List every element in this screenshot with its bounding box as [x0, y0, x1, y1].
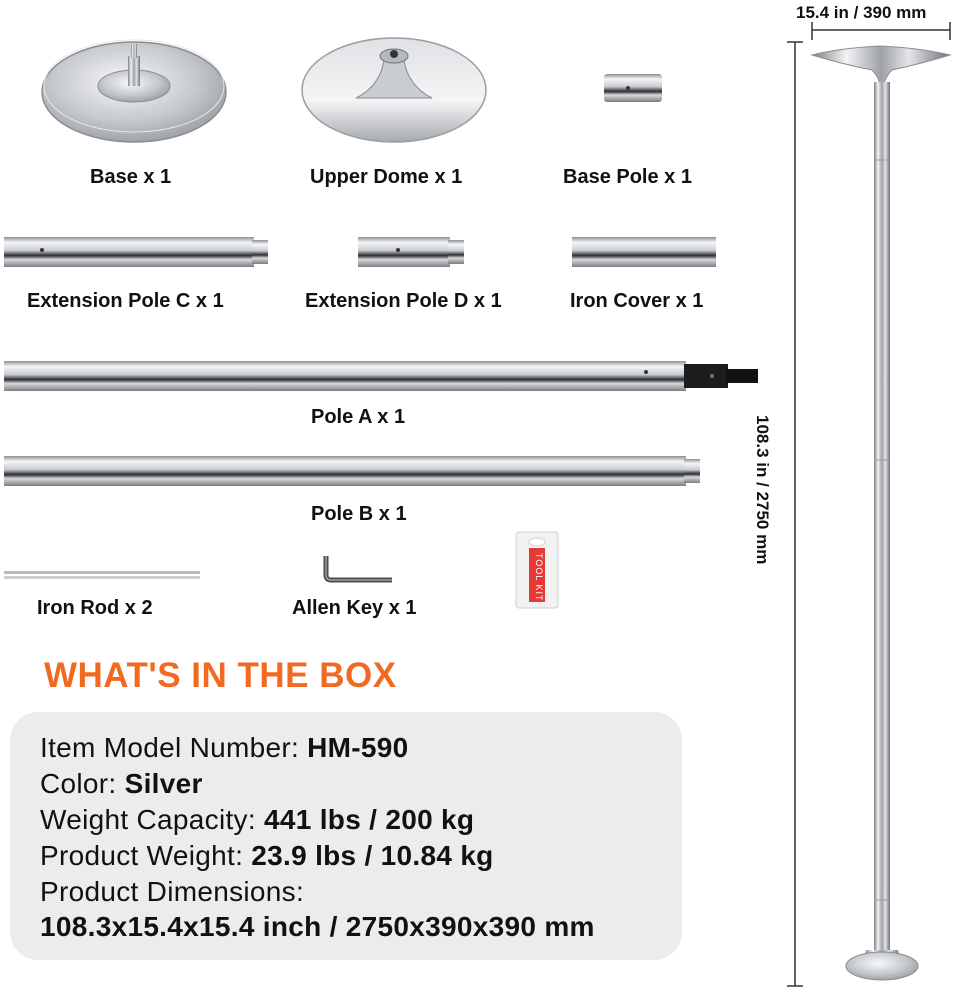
spec-model-label: Item Model Number: — [40, 732, 300, 763]
spec-color — [40, 768, 203, 800]
part-label-iron-cover: Iron Cover x 1 — [570, 290, 704, 312]
spec-weight-label: Product Weight: — [40, 840, 244, 871]
part-label-pole-a: Pole A x 1 — [311, 406, 406, 428]
iron-cover-icon — [572, 237, 716, 267]
extension-pole-c-icon — [4, 237, 268, 267]
part-label-base-pole: Base Pole x 1 — [563, 166, 692, 188]
specs-panel — [10, 712, 682, 960]
spec-dimensions-label: Product Dimensions: — [40, 876, 305, 907]
part-label-extension-pole-d: Extension Pole D x 1 — [305, 290, 502, 312]
section-title: WHAT'S IN THE BOX — [44, 656, 397, 695]
spec-weight-value: 23.9 lbs / 10.84 kg — [251, 840, 494, 871]
spec-capacity — [40, 804, 474, 836]
base-pole-icon — [604, 74, 662, 102]
part-label-base: Base x 1 — [90, 166, 172, 188]
pole-b-icon — [4, 456, 700, 486]
extension-pole-d-icon — [358, 237, 464, 267]
base-disc-icon — [42, 40, 226, 142]
assembled-pole-icon — [812, 46, 950, 980]
spec-model-value: HM-590 — [307, 732, 409, 763]
pole-a-icon — [4, 361, 758, 391]
spec-color-value: Silver — [124, 768, 203, 799]
part-label-extension-pole-c: Extension Pole C x 1 — [27, 290, 224, 312]
height-dimension-line — [787, 42, 803, 986]
height-dimension-label: 108.3 in / 2750 mm — [753, 415, 772, 565]
iron-rod-icon — [4, 571, 200, 579]
spec-weight — [40, 840, 494, 872]
spec-capacity-value: 441 lbs / 200 kg — [264, 804, 475, 835]
part-label-allen-key: Allen Key x 1 — [292, 597, 417, 619]
tool-kit-text: TOOL KIT — [534, 553, 544, 602]
spec-model — [40, 732, 409, 764]
upper-dome-icon — [302, 38, 486, 142]
part-label-iron-rod: Iron Rod x 2 — [37, 597, 153, 619]
spec-capacity-label: Weight Capacity: — [40, 804, 256, 835]
width-dimension-line — [812, 22, 950, 40]
spec-dimensions-value: 108.3x15.4x15.4 inch / 2750x390x390 mm — [40, 911, 595, 942]
spec-color-label: Color: — [40, 768, 117, 799]
part-label-upper-dome: Upper Dome x 1 — [310, 166, 463, 188]
allen-key-icon — [326, 556, 392, 580]
part-label-pole-b: Pole B x 1 — [311, 503, 407, 525]
width-dimension-label: 15.4 in / 390 mm — [796, 3, 927, 22]
